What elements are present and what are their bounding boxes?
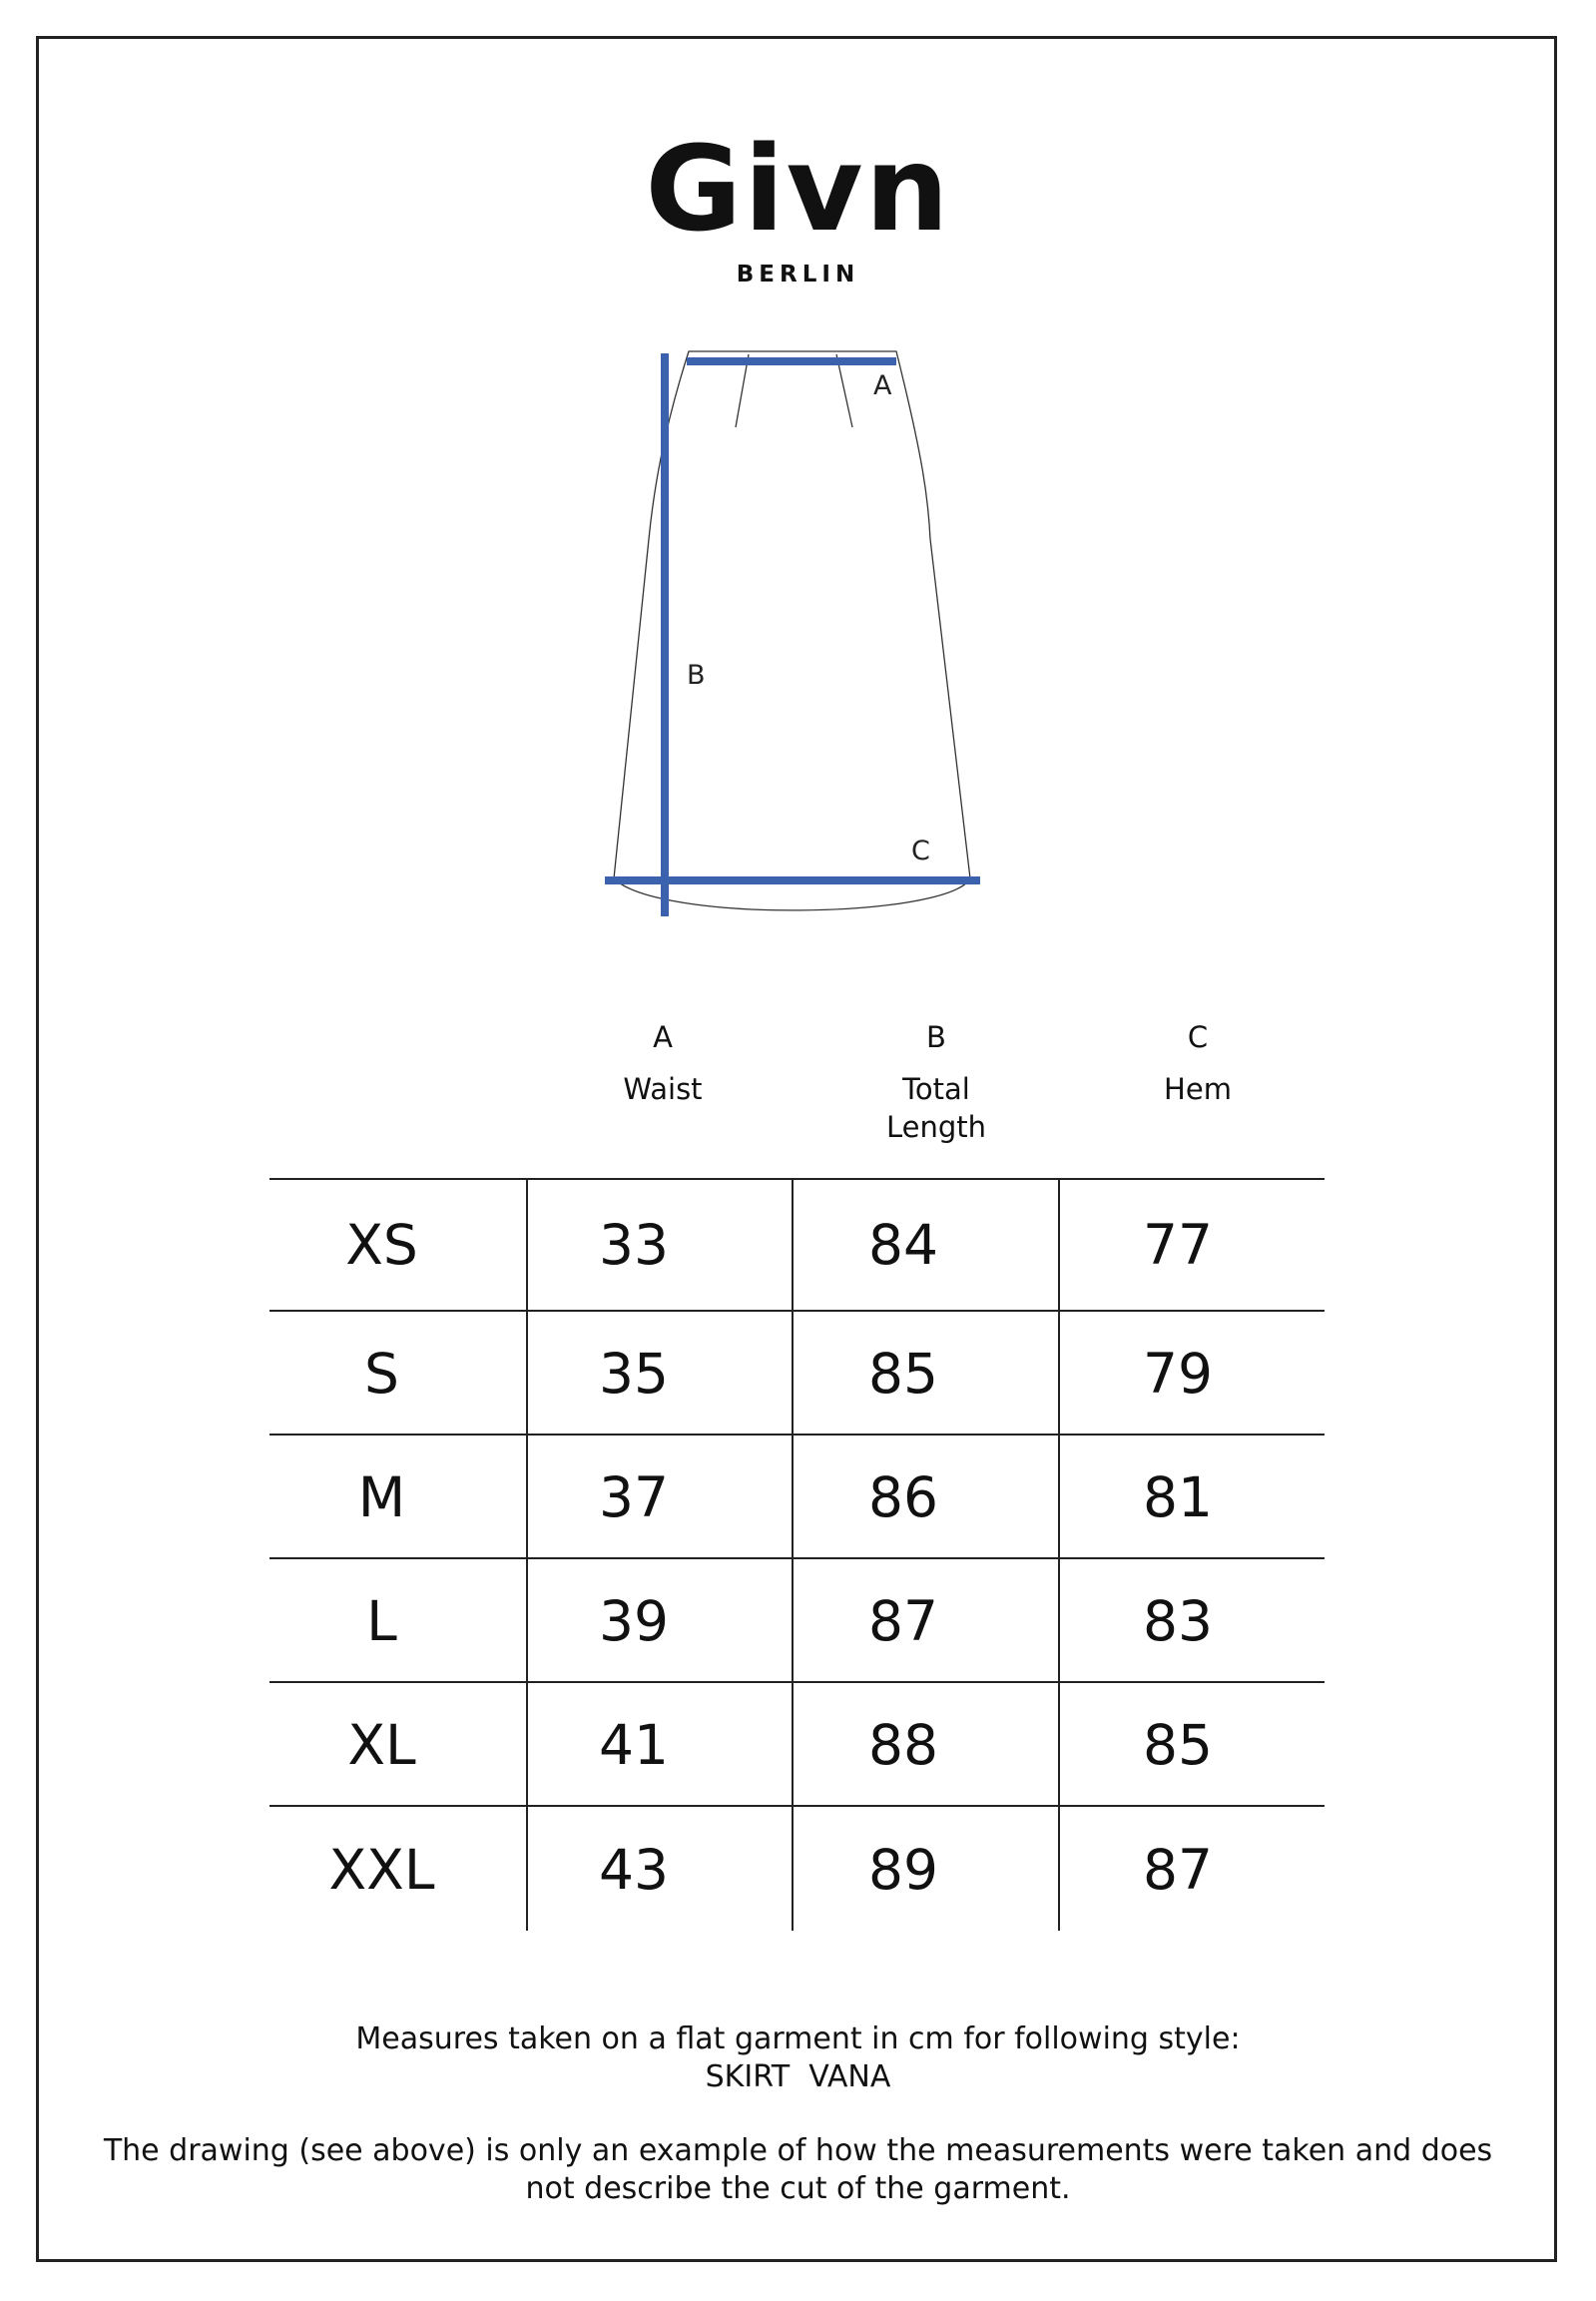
table-row bbox=[269, 1805, 1325, 1933]
length-cell: 88 bbox=[868, 1713, 938, 1777]
length-cell: 89 bbox=[868, 1838, 938, 1902]
brand-subtitle: BERLIN bbox=[736, 262, 860, 288]
header-hem: C Hem bbox=[1164, 1020, 1232, 1106]
length-cell: 85 bbox=[868, 1342, 938, 1406]
skirt-measurement-diagram bbox=[579, 339, 1018, 938]
note-measures: Measures taken on a flat garment in cm for following style: bbox=[355, 2021, 1241, 2056]
length-cell: 84 bbox=[868, 1213, 938, 1277]
label-a: A bbox=[873, 370, 892, 401]
hem-cell: 77 bbox=[1143, 1213, 1213, 1277]
size-cell: XS bbox=[345, 1213, 418, 1277]
hem-cell: 85 bbox=[1143, 1713, 1213, 1777]
header-waist: A Waist bbox=[623, 1020, 703, 1106]
note-disclaimer-1: The drawing (see above) is only an example of how the measurements were taken and does bbox=[103, 2133, 1493, 2168]
column-divider bbox=[1058, 1178, 1060, 1931]
brand-logo: Givn bbox=[645, 120, 951, 258]
waist-cell: 33 bbox=[599, 1213, 669, 1277]
size-cell: L bbox=[366, 1589, 397, 1653]
note-disclaimer-2: not describe the cut of the garment. bbox=[525, 2171, 1071, 2206]
hem-cell: 87 bbox=[1143, 1838, 1213, 1902]
table-row bbox=[269, 1681, 1325, 1807]
hem-cell: 79 bbox=[1143, 1342, 1213, 1406]
waist-cell: 37 bbox=[599, 1465, 669, 1529]
waist-cell: 35 bbox=[599, 1342, 669, 1406]
column-divider bbox=[792, 1178, 794, 1931]
table-row bbox=[269, 1178, 1325, 1310]
table-row bbox=[269, 1310, 1325, 1436]
waist-cell: 41 bbox=[599, 1713, 669, 1777]
length-cell: 86 bbox=[868, 1465, 938, 1529]
table-row bbox=[269, 1434, 1325, 1559]
size-cell: XXL bbox=[328, 1838, 435, 1902]
waist-cell: 39 bbox=[599, 1589, 669, 1653]
waist-cell: 43 bbox=[599, 1838, 669, 1902]
hem-cell: 83 bbox=[1143, 1589, 1213, 1653]
size-cell: XL bbox=[347, 1713, 416, 1777]
size-cell: M bbox=[357, 1465, 406, 1529]
hem-cell: 81 bbox=[1143, 1465, 1213, 1529]
note-style: SKIRT VANA bbox=[705, 2059, 891, 2094]
size-cell: S bbox=[364, 1342, 399, 1406]
label-b: B bbox=[687, 660, 706, 691]
table-row bbox=[269, 1557, 1325, 1683]
header-total-length: B Total Length bbox=[885, 1020, 987, 1144]
label-c: C bbox=[911, 836, 930, 866]
column-divider bbox=[526, 1178, 528, 1931]
length-cell: 87 bbox=[868, 1589, 938, 1653]
